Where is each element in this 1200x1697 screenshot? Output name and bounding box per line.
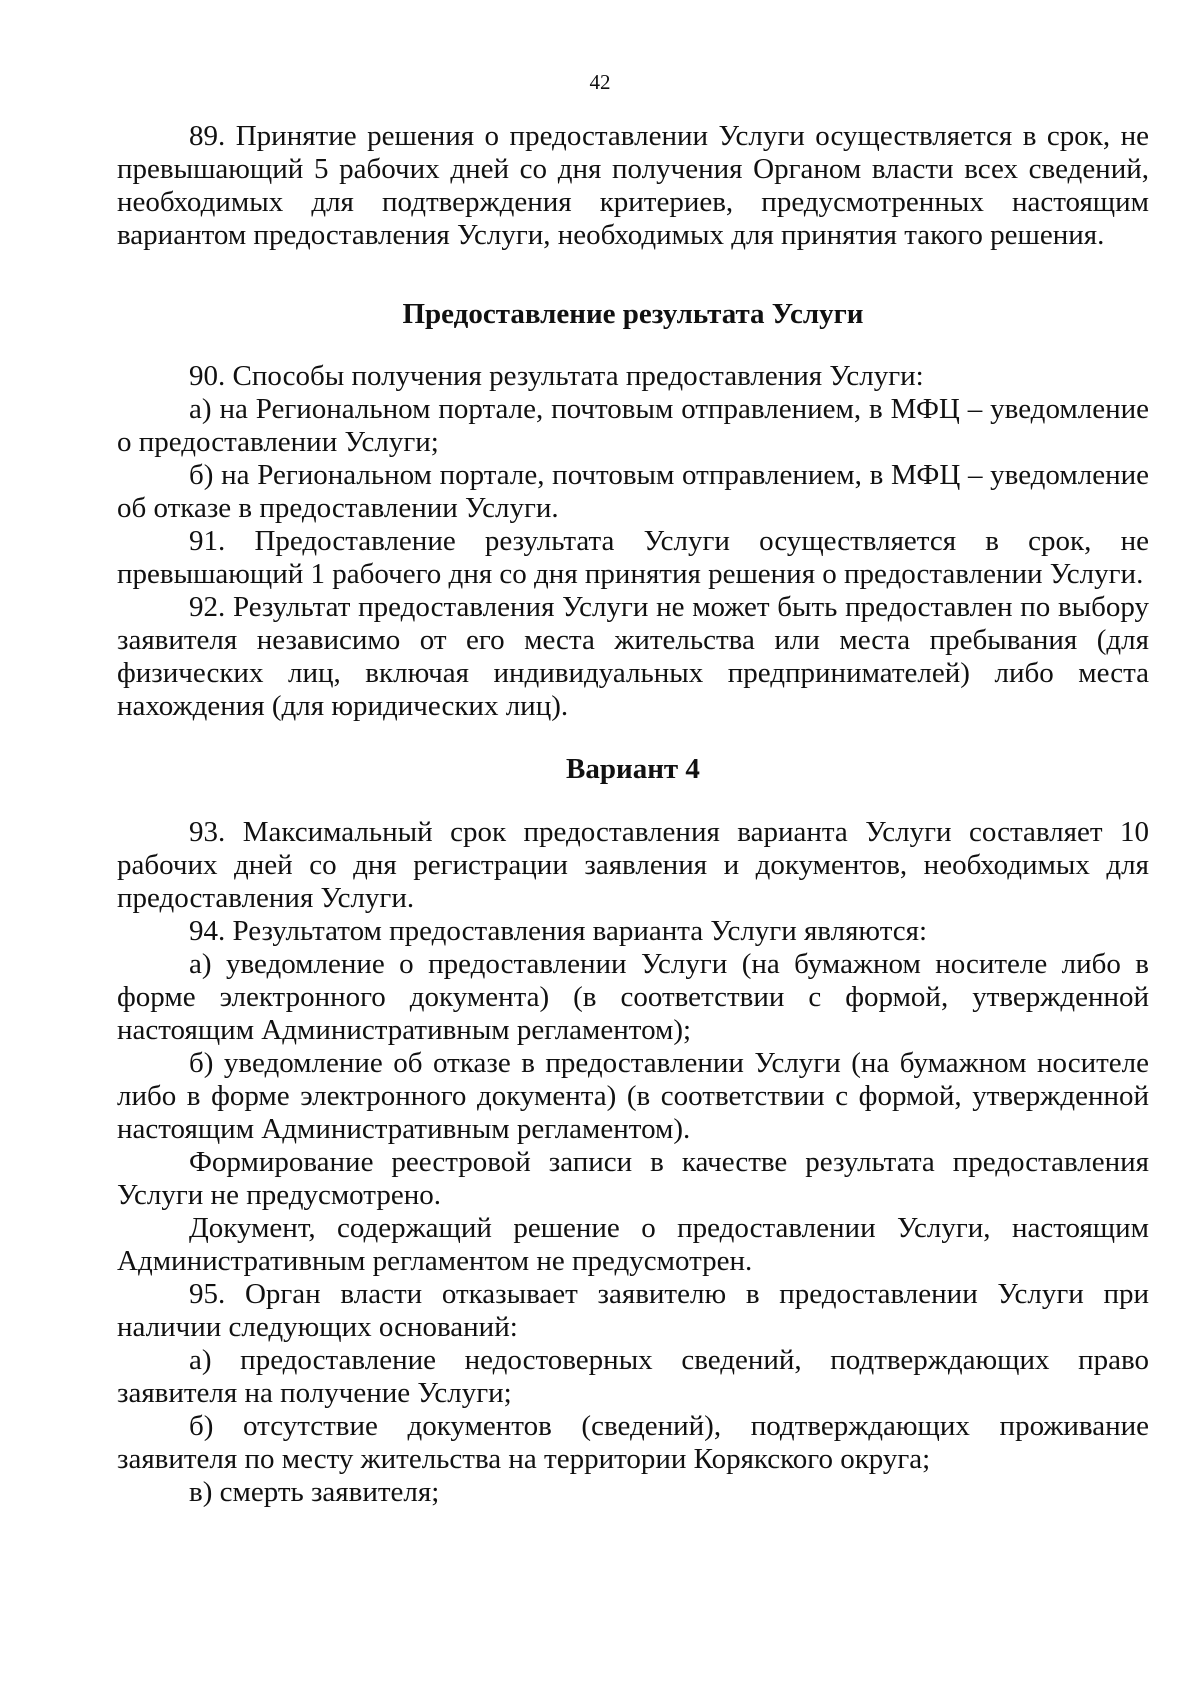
page-number: 42: [589, 70, 611, 94]
paragraph-90: 90. Способы получения результата предоставления Услуги:: [189, 360, 924, 392]
paragraph-94-b: б) уведомление об отказе в предоставлении Услуги (на бумажном носителе либо в форме электронного документа) (в соответствии с формой, утвержденной настоящим Административным регламентом).: [117, 1047, 1149, 1145]
paragraph-95-a: а) предоставление недостоверных сведений, подтверждающих право заявителя на получение Услуги;: [117, 1344, 1149, 1409]
paragraph-93: 93. Максимальный срок предоставления варианта Услуги составляет 10 рабочих дней со дня регистрации заявления и документов, необходимых для предоставления Услуги.: [117, 816, 1149, 914]
paragraph-89: 89. Принятие решения о предоставлении Услуги осуществляется в срок, не превышающий 5 рабочих дней со дня получения Органом власти всех сведений, необходимых для подтверждения критериев, предусмотренных настоящим вариантом предоставления Услуги, необходимых для принятия такого решения.: [117, 120, 1149, 251]
paragraph-90-b: б) на Региональном портале, почтовым отправлением, в МФЦ – уведомление об отказе в предоставлении Услуги.: [117, 459, 1149, 524]
paragraph-95: 95. Орган власти отказывает заявителю в предоставлении Услуги при наличии следующих оснований:: [117, 1278, 1149, 1343]
paragraph-94-a: а) уведомление о предоставлении Услуги (на бумажном носителе либо в форме электронного документа) (в соответствии с формой, утвержденной настоящим Административным регламентом);: [117, 948, 1149, 1046]
section-heading-result-delivery: Предоставление результата Услуги: [402, 298, 864, 330]
paragraph-registry-record: Формирование реестровой записи в качестве результата предоставления Услуги не предусмотрено.: [117, 1146, 1149, 1211]
paragraph-95-b: б) отсутствие документов (сведений), подтверждающих проживание заявителя по месту жительства на территории Корякского округа;: [117, 1410, 1149, 1475]
document-body: [117, 120, 1149, 1509]
section-heading-variant-4: Вариант 4: [566, 753, 700, 785]
paragraph-95-v: в) смерть заявителя;: [189, 1476, 440, 1508]
paragraph-decision-document: Документ, содержащий решение о предоставлении Услуги, настоящим Административным регламентом не предусмотрен.: [117, 1212, 1149, 1277]
paragraph-91: 91. Предоставление результата Услуги осуществляется в срок, не превышающий 1 рабочего дня со дня принятия решения о предоставлении Услуги.: [117, 525, 1149, 590]
paragraph-94: 94. Результатом предоставления варианта Услуги являются:: [189, 915, 927, 947]
paragraph-92: 92. Результат предоставления Услуги не может быть предоставлен по выбору заявителя независимо от его места жительства или места пребывания (для физических лиц, включая индивидуальных предпринимателей) либо места нахождения (для юридических лиц).: [117, 591, 1149, 722]
paragraph-90-a: а) на Региональном портале, почтовым отправлением, в МФЦ – уведомление о предоставлении Услуги;: [117, 393, 1149, 458]
